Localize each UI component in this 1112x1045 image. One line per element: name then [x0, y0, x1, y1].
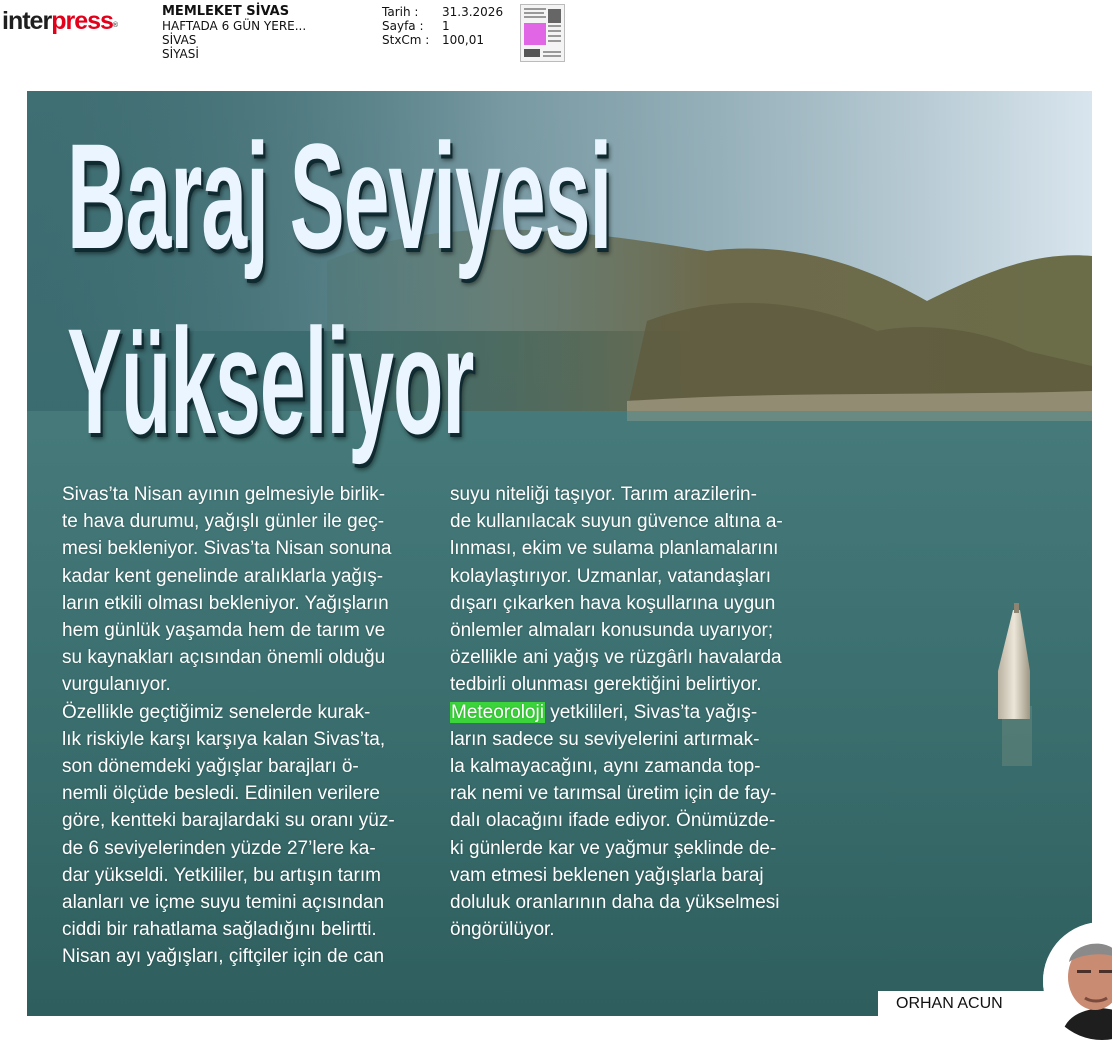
article-line: su kaynakları açısından önemli olduğu: [62, 647, 386, 669]
article-line: kolaylaştırıyor. Uzmanlar, vatandaşları: [450, 565, 772, 587]
article-line: öngörülüyor.: [450, 919, 555, 941]
publication-frequency: HAFTADA 6 GÜN YERE...: [162, 19, 307, 33]
date-label: Tarih :: [382, 5, 419, 19]
article-line: mesi bekleniyor. Sivas’ta Nisan sonuna: [62, 538, 392, 560]
article-line: göre, kentteki barajlardaki su oranı yüz-: [62, 810, 395, 832]
date-value: 31.3.2026: [442, 5, 504, 19]
article-line: Sivas’ta Nisan ayının gelmesiyle birlik-: [62, 484, 386, 505]
article-line-highlighted: [450, 699, 822, 726]
headline-line-1: Baraj Seviyesi: [67, 112, 612, 280]
clipping-meta: [382, 5, 503, 47]
article-line: son dönemdeki yağışlar barajları ö-: [62, 756, 359, 778]
article-line: kadar kent genelinde aralıklarla yağış-: [62, 565, 384, 587]
article-line: önlemler almaları konusunda uyarıyor;: [450, 620, 774, 642]
logo-registered-mark: ®: [112, 22, 118, 29]
size-label: StxCm :: [382, 33, 430, 47]
size-value: 100,01: [442, 33, 484, 47]
article-line: özellikle ani yağış ve rüzgârlı havalarda: [450, 647, 782, 669]
page-label: Sayfa :: [382, 19, 424, 33]
article-line: doluluk oranlarının daha da yükselmesi: [450, 892, 780, 914]
article-line: dalı olacağını ifade ediyor. Önümüzde-: [450, 810, 776, 832]
article-line: ciddi bir rahatlama sağladığını belirtti.: [62, 919, 377, 941]
article-line: hem günlük yaşamda hem de tarım ve: [62, 620, 386, 642]
article-line: dışarı çıkarken hava koşullarına uygun: [450, 592, 776, 614]
page-thumbnail-icon[interactable]: [520, 4, 565, 62]
article-line: alanları ve içme suyu temini açısından: [62, 892, 385, 914]
highlight-line-rest: yetkilileri, Sivas’ta yağış-: [544, 701, 758, 723]
publication-city: SİVAS: [162, 33, 197, 47]
keyword-highlight[interactable]: Meteoroloji: [451, 701, 544, 723]
news-clipping: [27, 91, 1092, 1016]
publication-name: MEMLEKET SİVAS: [162, 4, 290, 19]
article-column-2: [450, 481, 822, 943]
page-row: [382, 19, 503, 33]
article-line: suyu niteliği taşıyor. Tarım arazilerin-: [450, 484, 757, 505]
article-line: tedbirli olunması gerektiğini belirtiyor.: [450, 674, 762, 696]
headline-line-2: Yükseliyor: [67, 297, 474, 465]
page-value: 1: [442, 19, 450, 33]
article-line: la kalmayacağını, aynı zamanda top-: [450, 756, 761, 778]
article-line: vam etmesi beklenen yağışlarla baraj: [450, 864, 764, 886]
article-line: de kullanılacak suyun güvence altına a-: [450, 511, 783, 533]
article-line: de 6 seviyelerinden yüzde 27’lere ka-: [62, 837, 376, 859]
publication-category: SİYASİ: [162, 47, 199, 61]
article-column-1: [62, 481, 434, 971]
article-line: vurgulanıyor.: [62, 674, 171, 696]
logo-text-press: press: [51, 7, 113, 35]
interpress-logo: [2, 6, 117, 36]
article-line: ların etkili olması bekleniyor. Yağışların: [62, 592, 389, 614]
article-line: Özellikle geçtiğimiz senelerde kurak-: [62, 701, 371, 723]
size-row: [382, 33, 503, 47]
article-line: ların sadece su seviyelerini artırmak-: [450, 728, 760, 750]
article-line: lık riskiyle karşı karşıya kalan Sivas’ta,: [62, 728, 386, 750]
logo-text-inter: inter: [2, 7, 52, 35]
article-line: dar yükseldi. Yetkililer, bu artışın tarım: [62, 864, 381, 886]
publication-info: [162, 5, 306, 61]
article-line: rak nemi ve tarımsal üretim için de fay-: [450, 783, 777, 805]
date-row: [382, 5, 503, 19]
article-line: lınması, ekim ve sulama planlamalarını: [450, 538, 779, 560]
author-byline: ORHAN ACUN: [896, 995, 1003, 1012]
article-line: ki günlerde kar ve yağmur şeklinde de-: [450, 837, 777, 859]
article-line: nemli ölçüde besledi. Edinilen verilere: [62, 783, 380, 805]
article-line: te hava durumu, yağışlı günler ile geç-: [62, 511, 385, 533]
article-line: Nisan ayı yağışları, çiftçiler için de can: [62, 946, 385, 968]
